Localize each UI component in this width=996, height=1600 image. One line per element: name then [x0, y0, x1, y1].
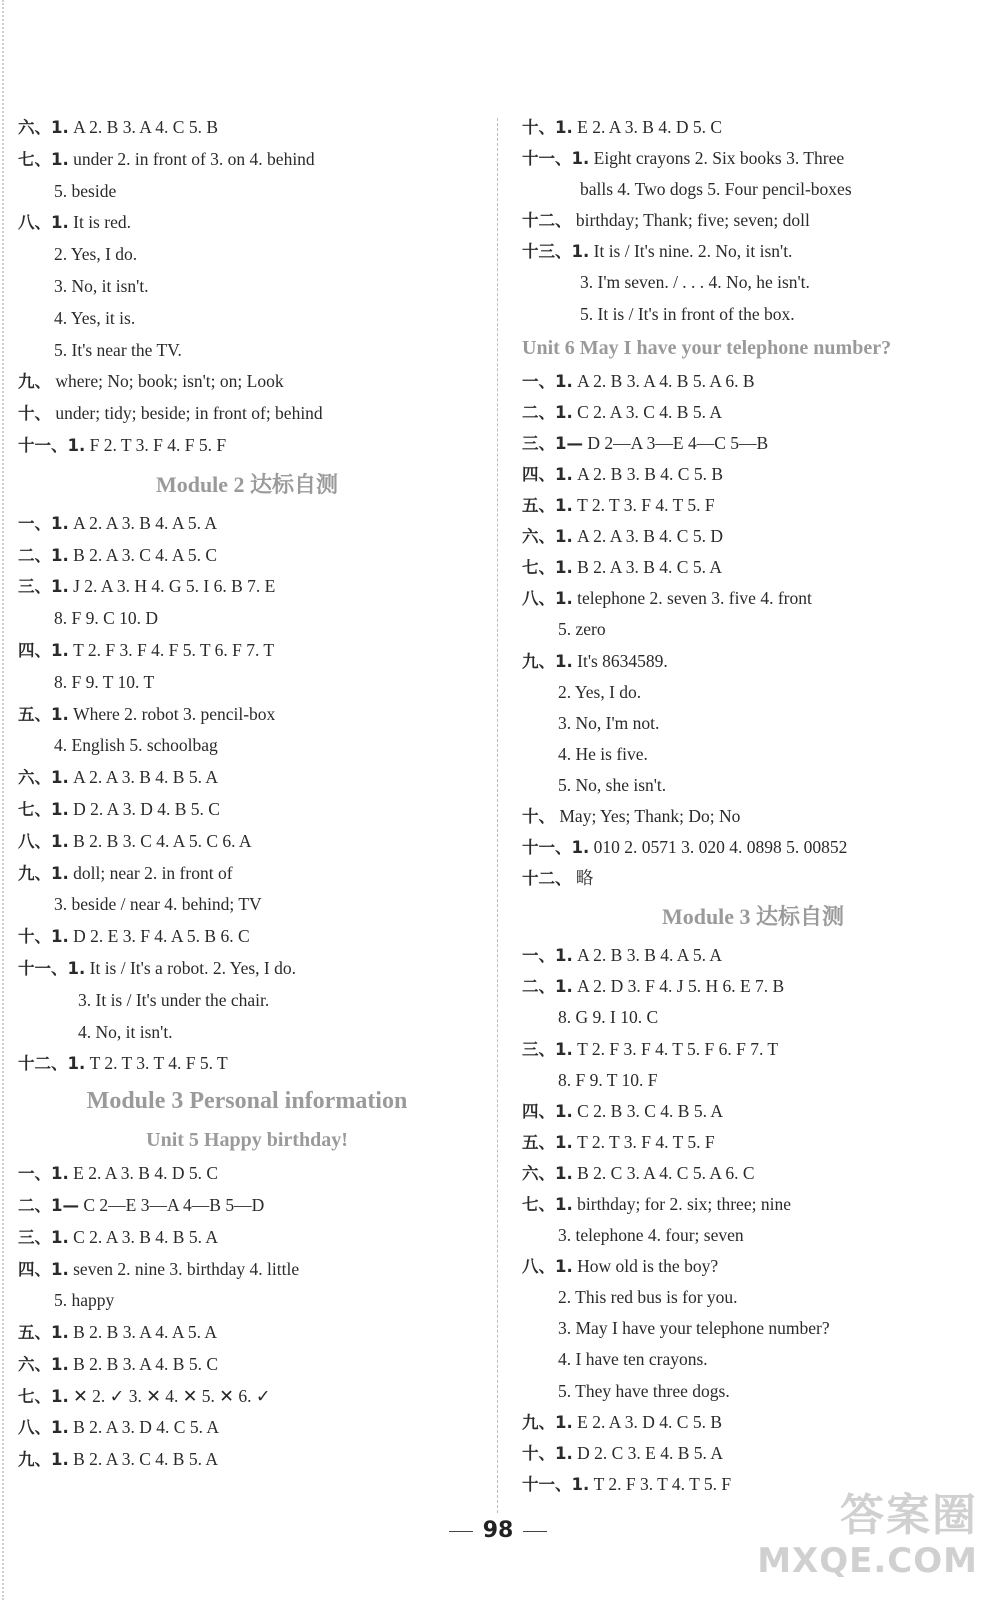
answer-line: [18, 398, 476, 430]
question-label: 四、1.: [522, 1101, 573, 1121]
answer-text: B 2. B 3. A 4. A 5. A: [73, 1322, 218, 1343]
answer-line: [522, 459, 984, 490]
answer-line: [522, 490, 984, 521]
answer-text: T 2. F 3. F 4. F 5. T 6. F 7. T: [73, 639, 275, 660]
page-number-text: 98: [482, 1518, 514, 1543]
question-label: 九、: [18, 372, 51, 392]
page-number-dash-left: [449, 1531, 473, 1532]
section-heading: Module 3 Personal information: [86, 1088, 408, 1115]
answer-line: [522, 971, 984, 1002]
answer-text: It is / It's nine. 2. No, it isn't.: [593, 241, 793, 262]
question-label: 三、1.: [18, 1227, 69, 1247]
answer-text: 5. happy: [54, 1290, 115, 1311]
question-label: 八、1.: [18, 1418, 69, 1438]
answer-text: birthday; Thank; five; seven; doll: [575, 210, 810, 231]
page-edge: [2, 0, 4, 1600]
answer-text: 4. I have ten crayons.: [558, 1349, 708, 1370]
question-label: 一、1.: [18, 1164, 69, 1184]
answer-text: E 2. A 3. B 4. D 5. C: [577, 117, 723, 137]
answer-text: It is / It's a robot. 2. Yes, I do.: [89, 957, 296, 978]
answer-line: [522, 1189, 984, 1220]
answer-line: [522, 1220, 984, 1251]
question-label: 十一、1.: [18, 958, 86, 978]
answer-text: How old is the boy?: [577, 1256, 719, 1277]
question-label: 十、1.: [522, 1443, 573, 1463]
answer-line: [522, 1065, 984, 1096]
answer-line: [522, 832, 984, 863]
watermark: [757, 1490, 978, 1580]
answer-text: 3. It is / It's under the chair.: [78, 989, 270, 1010]
question-label: 七、1.: [18, 799, 69, 819]
answer-text: 8. F 9. C 10. D: [54, 608, 159, 629]
answer-line: [18, 667, 476, 699]
answer-text: T 2. T 3. F 4. T 5. F: [577, 1131, 715, 1152]
question-label: 五、1.: [18, 1323, 69, 1343]
answer-text: E 2. A 3. B 4. D 5. C: [73, 1163, 219, 1184]
answer-line: [18, 985, 476, 1017]
answer-text: 3. I'm seven. / . . . 4. No, he isn't.: [580, 272, 810, 293]
answer-text: 3. beside / near 4. behind; TV: [54, 894, 262, 915]
section-heading: Unit 6 May I have your telephone number?: [522, 336, 892, 359]
answer-text: B 2. B 3. A 4. B 5. C: [73, 1353, 219, 1374]
answer-text: B 2. A 3. B 4. C 5. A: [577, 557, 723, 578]
watermark-url: MXQE.COM: [757, 1541, 978, 1581]
answer-text: 4. Yes, it is.: [54, 307, 136, 328]
answer-line: [18, 176, 476, 208]
answer-line: [522, 552, 984, 583]
question-label: 二、1.: [522, 977, 573, 997]
answer-line: [18, 1222, 476, 1254]
question-label: 四、1.: [522, 464, 573, 484]
answer-line: [522, 1034, 984, 1065]
answer-line: [18, 730, 476, 762]
answer-text: T 2. F 3. T 4. T 5. F: [593, 1473, 732, 1494]
answer-text: 3. No, it isn't.: [54, 275, 149, 296]
answer-text: 4. English 5. schoolbag: [54, 735, 218, 756]
answer-text: where; No; book; isn't; on; Look: [55, 371, 284, 392]
answer-line: [18, 1317, 476, 1349]
section-heading: Module 3 达标自测: [661, 904, 845, 930]
answer-line: [522, 1282, 984, 1313]
question-label: 十一、1.: [522, 1474, 590, 1494]
answer-text: 2. Yes, I do.: [558, 681, 642, 702]
answer-text: C 2—E 3—A 4—B 5—D: [83, 1194, 265, 1215]
right-column: [522, 112, 984, 1500]
left-column: [18, 112, 476, 1476]
answer-text: Eight crayons 2. Six books 3. Three: [593, 148, 845, 169]
answer-text: B 2. A 3. C 4. A 5. C: [73, 544, 218, 565]
answer-text: 5. They have three dogs.: [558, 1380, 730, 1401]
answer-line: [18, 858, 476, 890]
answer-text: 5. zero: [558, 619, 606, 640]
answer-text: 3. No, I'm not.: [558, 712, 660, 733]
answer-text: A 2. A 3. B 4. A 5. A: [73, 512, 218, 533]
answer-text: B 2. C 3. A 4. C 5. A 6. C: [577, 1162, 755, 1183]
question-label: 九、1.: [522, 651, 573, 671]
answer-line: [18, 635, 476, 667]
answer-line: [18, 571, 476, 603]
answer-line: [522, 1344, 984, 1375]
answer-line: [522, 397, 984, 428]
answer-text: 8. G 9. I 10. C: [558, 1007, 659, 1028]
question-label: 七、1.: [18, 149, 69, 169]
answer-text: A 2. A 3. B 4. C 5. D: [577, 526, 723, 547]
answer-line: [18, 826, 476, 858]
question-label: 十三、1.: [522, 242, 590, 262]
answer-line: [18, 303, 476, 335]
answer-text: C 2. A 3. C 4. B 5. A: [577, 401, 723, 422]
answer-line: [522, 708, 984, 739]
answer-line: [18, 144, 476, 176]
answer-line: [18, 335, 476, 367]
answer-line: [18, 1048, 476, 1080]
answer-text: 010 2. 0571 3. 020 4. 0898 5. 00852: [593, 837, 848, 858]
question-label: 五、1.: [18, 704, 69, 724]
answer-line: [522, 940, 984, 971]
question-label: 十、: [18, 404, 51, 424]
answer-line: [18, 921, 476, 953]
answer-text: 2. Yes, I do.: [54, 244, 138, 265]
answer-line: [18, 540, 476, 572]
answer-text: T 2. F 3. F 4. T 5. F 6. F 7. T: [577, 1038, 779, 1059]
answer-line: [522, 1313, 984, 1344]
question-label: 六、1.: [18, 118, 69, 137]
watermark-logo-text: 答案圈: [840, 1490, 978, 1541]
answer-line: [18, 1349, 476, 1381]
answer-text: D 2. E 3. F 4. A 5. B 6. C: [73, 926, 250, 947]
answer-text: 8. F 9. T 10. F: [558, 1069, 658, 1090]
question-label: 四、1.: [18, 1259, 69, 1279]
answer-text: 4. No, it isn't.: [78, 1021, 173, 1042]
answer-text: birthday; for 2. six; three; nine: [577, 1194, 791, 1214]
answer-line: [18, 207, 476, 239]
question-label: 五、1.: [522, 496, 573, 516]
answer-line: [18, 1381, 476, 1413]
answer-text: telephone 2. seven 3. five 4. front: [577, 588, 812, 609]
answer-line: [522, 299, 984, 330]
answer-line: [18, 762, 476, 794]
answer-line: [522, 801, 984, 832]
answer-line: [522, 583, 984, 614]
answer-line: [18, 1254, 476, 1286]
answer-text: C 2. A 3. B 4. B 5. A: [73, 1226, 219, 1247]
answer-text: 2. This red bus is for you.: [558, 1287, 738, 1308]
answer-text: It is red.: [73, 212, 131, 233]
answer-line: [522, 677, 984, 708]
answer-text: balls 4. Two dogs 5. Four pencil-boxes: [580, 179, 852, 200]
answer-text: 3. May I have your telephone number?: [558, 1318, 830, 1339]
answer-line: [18, 239, 476, 271]
answer-line: [18, 889, 476, 921]
question-label: 六、1.: [18, 1354, 69, 1374]
question-label: 六、1.: [18, 768, 69, 788]
question-label: 九、1.: [18, 1450, 69, 1470]
answer-line: [522, 1251, 984, 1282]
answer-line: [18, 1017, 476, 1049]
answer-text: B 2. A 3. D 4. C 5. A: [73, 1417, 219, 1438]
answer-line: [18, 271, 476, 303]
answer-line: [522, 1376, 984, 1407]
question-label: 四、1.: [18, 640, 69, 660]
answer-text: 5. No, she isn't.: [558, 774, 667, 795]
answer-line: [522, 267, 984, 298]
question-label: 一、1.: [522, 946, 573, 966]
answer-text: J 2. A 3. H 4. G 5. I 6. B 7. E: [73, 576, 276, 597]
answer-text: D 2—A 3—E 4—C 5—B: [587, 432, 769, 453]
answer-text: ✕ 2. ✓ 3. ✕ 4. ✕ 5. ✕ 6. ✓: [73, 1385, 271, 1406]
answer-text: Where 2. robot 3. pencil-box: [73, 703, 276, 724]
answer-line: [18, 699, 476, 731]
question-label: 十二、1.: [18, 1054, 86, 1074]
answer-line: [18, 1285, 476, 1317]
question-label: 七、1.: [18, 1386, 69, 1406]
answer-text: 8. F 9. T 10. T: [54, 671, 155, 692]
question-label: 七、1.: [522, 1195, 573, 1214]
answer-text: B 2. B 3. C 4. A 5. C 6. A: [73, 830, 252, 851]
answer-line: [18, 112, 476, 144]
question-label: 六、1.: [522, 527, 573, 547]
answer-line: [522, 1438, 984, 1469]
answer-line: [522, 863, 984, 894]
question-label: 八、1.: [18, 831, 69, 851]
answer-text: May; Yes; Thank; Do; No: [559, 805, 741, 826]
answer-line: [522, 428, 984, 459]
answer-line: [522, 1127, 984, 1158]
answer-text: It's 8634589.: [577, 650, 668, 671]
answer-line: [522, 1407, 984, 1438]
answer-line: [522, 521, 984, 552]
answer-text: A 2. B 3. B 4. C 5. B: [577, 463, 723, 484]
answer-text: C 2. B 3. C 4. B 5. A: [577, 1100, 723, 1121]
question-label: 一、1.: [18, 513, 69, 533]
question-label: 十一、1.: [18, 435, 86, 455]
answer-line: [522, 366, 984, 397]
answer-text: A 2. A 3. B 4. B 5. A: [73, 767, 219, 788]
column-divider: [497, 118, 498, 1513]
answer-line: [522, 614, 984, 645]
answer-text: under 2. in front of 3. on 4. behind: [73, 148, 315, 169]
answer-text: F 2. T 3. F 4. F 5. F: [89, 434, 227, 455]
answer-text: B 2. A 3. C 4. B 5. A: [73, 1449, 219, 1470]
question-label: 三、1—: [522, 433, 583, 453]
answer-text: under; tidy; beside; in front of; behind: [55, 403, 323, 424]
section-heading: Module 2 达标自测: [155, 471, 339, 497]
question-label: 三、1.: [522, 1039, 573, 1059]
answer-text: seven 2. nine 3. birthday 4. little: [73, 1258, 300, 1279]
question-label: 十二、: [522, 211, 572, 231]
answer-text: A 2. B 3. B 4. A 5. A: [577, 945, 723, 966]
question-label: 二、1.: [18, 545, 69, 565]
question-label: 二、1.: [522, 402, 573, 422]
answer-line: [18, 366, 476, 398]
answer-line: [522, 1158, 984, 1189]
answer-text: T 2. T 3. T 4. F 5. T: [89, 1053, 228, 1074]
answer-line: [18, 603, 476, 635]
section-heading: Unit 5 Happy birthday!: [146, 1129, 348, 1152]
question-label: 三、1.: [18, 577, 69, 597]
question-label: 八、1.: [18, 213, 69, 233]
page-number-dash-right: [523, 1531, 547, 1532]
question-label: 八、1.: [522, 1257, 573, 1277]
answer-line: [522, 174, 984, 205]
question-label: 九、1.: [18, 863, 69, 883]
question-label: 九、1.: [522, 1412, 573, 1432]
answer-text: A 2. B 3. A 4. B 5. A 6. B: [577, 370, 755, 391]
answer-line: [18, 508, 476, 540]
question-label: 十二、: [522, 869, 572, 889]
answer-text: 5. It is / It's in front of the box.: [580, 303, 795, 324]
question-label: 十、: [522, 806, 555, 826]
question-label: 一、1.: [522, 371, 573, 391]
answer-text: A 2. B 3. A 4. C 5. B: [73, 117, 219, 137]
question-label: 七、1.: [522, 558, 573, 578]
answer-line: [18, 1444, 476, 1476]
answer-line: [522, 646, 984, 677]
answer-line: [522, 112, 984, 143]
answer-text: 4. He is five.: [558, 743, 648, 764]
answer-line: [18, 953, 476, 985]
answer-line: [522, 1096, 984, 1127]
answer-text: 3. telephone 4. four; seven: [558, 1225, 744, 1246]
question-label: 十、1.: [522, 118, 573, 137]
question-label: 二、1—: [18, 1195, 79, 1215]
question-label: 十一、1.: [522, 838, 590, 858]
answer-text: E 2. A 3. D 4. C 5. B: [577, 1411, 723, 1432]
answer-line: [18, 794, 476, 826]
answer-text: D 2. C 3. E 4. B 5. A: [577, 1442, 723, 1463]
question-label: 五、1.: [522, 1132, 573, 1152]
answer-line: [522, 1002, 984, 1033]
answer-text: A 2. D 3. F 4. J 5. H 6. E 7. B: [577, 976, 785, 997]
answer-line: [522, 205, 984, 236]
question-label: 六、1.: [522, 1163, 573, 1183]
answer-line: [18, 430, 476, 462]
answer-text: 5. beside: [54, 180, 117, 201]
answer-line: [18, 1412, 476, 1444]
answer-line: [18, 1190, 476, 1222]
answer-line: [522, 143, 984, 174]
answer-text: 略: [575, 868, 594, 889]
answer-text: doll; near 2. in front of: [73, 862, 233, 883]
answer-line: [522, 236, 984, 267]
question-label: 十一、1.: [522, 149, 590, 169]
answer-text: T 2. T 3. F 4. T 5. F: [577, 495, 715, 516]
question-label: 十、1.: [18, 927, 69, 947]
answer-text: 5. It's near the TV.: [54, 339, 182, 360]
answer-line: [18, 1158, 476, 1190]
question-label: 八、1.: [522, 589, 573, 609]
answer-line: [522, 770, 984, 801]
answer-text: D 2. A 3. D 4. B 5. C: [73, 798, 220, 819]
answer-line: [522, 739, 984, 770]
